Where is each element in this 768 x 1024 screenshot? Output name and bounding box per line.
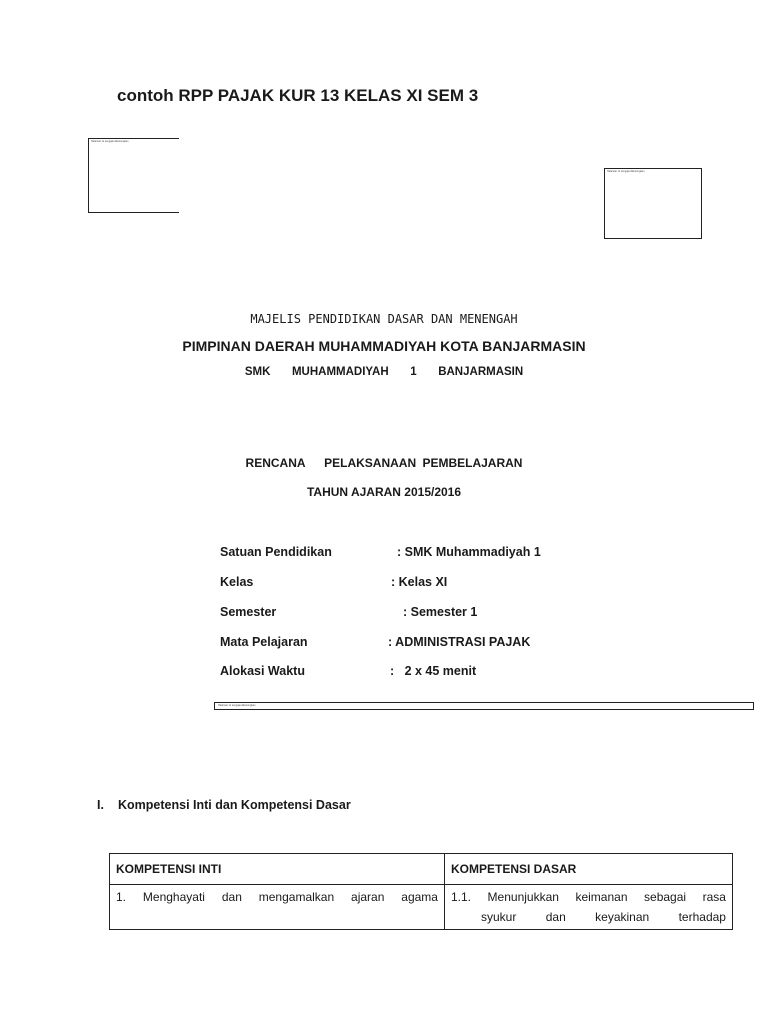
identity-value: : ADMINISTRASI PAJAK (388, 635, 531, 649)
ki-word: dan (221, 890, 242, 904)
identity-label: Mata Pelajaran (220, 635, 308, 649)
kd-word: keyakinan (595, 910, 650, 924)
identity-value: : 2 x 45 menit (390, 664, 477, 678)
ki-word: Menghayati (142, 890, 205, 904)
document-title: contoh RPP PAJAK KUR 13 KELAS XI SEM 3 (117, 86, 479, 105)
identity-value: : SMK Muhammadiyah 1 (397, 545, 541, 559)
identity-value: : Semester 1 (403, 605, 478, 619)
ki-word: ajaran (351, 890, 385, 904)
kd-line (451, 907, 726, 927)
section-title: Kompetensi Inti dan Kompetensi Dasar (118, 798, 351, 812)
rpp-title: RENCANA PELAKSANAAN PEMBELAJARAN (245, 456, 523, 470)
ki-word: mengamalkan (258, 890, 335, 904)
table-header-row (110, 854, 733, 885)
identity-row-mapel (220, 635, 720, 651)
ki-line (116, 887, 438, 907)
identity-label: Semester (220, 605, 277, 619)
ki-word: agama (401, 890, 438, 904)
placeholder-bar (214, 702, 754, 710)
identity-label: Satuan Pendidikan (220, 545, 332, 559)
kd-word: sebagai (644, 890, 687, 904)
header-kompetensi-dasar: KOMPETENSI DASAR (445, 854, 733, 885)
image-placeholder-right (604, 168, 702, 239)
kd-word: terhadap (678, 910, 726, 924)
identity-row-kelas (220, 575, 720, 591)
header-kompetensi-inti: KOMPETENSI INTI (110, 854, 445, 885)
placeholder-caption: Halaman ini sengaja dikosongkan (218, 704, 256, 707)
placeholder-caption: Halaman ini sengaja dikosongkan (607, 170, 645, 173)
image-placeholder-left (88, 138, 179, 213)
header-majelis: MAJELIS PENDIDIKAN DASAR DAN MENENGAH (250, 312, 518, 326)
identity-value: : Kelas XI (391, 575, 448, 589)
kd-word: dan (545, 910, 566, 924)
kd-word: keimanan (575, 890, 628, 904)
identity-label: Kelas (220, 575, 254, 589)
ki-number: 1. (116, 890, 127, 904)
identity-row-semester (220, 605, 720, 621)
table-row (110, 885, 733, 930)
section-heading (97, 798, 351, 812)
section-number: I. (97, 798, 104, 812)
header-school: SMK MUHAMMADIYAH 1 BANJARMASIN (244, 366, 524, 378)
rpp-year: TAHUN AJARAN 2015/2016 (306, 485, 462, 499)
header-pimpinan: PIMPINAN DAERAH MUHAMMADIYAH KOTA BANJARMASIN (182, 338, 586, 354)
identity-label: Alokasi Waktu (220, 664, 305, 678)
identity-row-alokasi (220, 664, 720, 680)
competency-table (109, 853, 733, 930)
ki-cell (110, 885, 445, 930)
placeholder-caption: Halaman ini sengaja dikosongkan (91, 140, 129, 143)
kd-line (451, 887, 726, 907)
kd-word: syukur (481, 910, 517, 924)
kd-word: Menunjukkan (487, 890, 559, 904)
kd-word: rasa (702, 890, 726, 904)
kd-cell (445, 885, 733, 930)
identity-row-satuan (220, 545, 720, 561)
kd-number: 1.1. (451, 890, 472, 904)
